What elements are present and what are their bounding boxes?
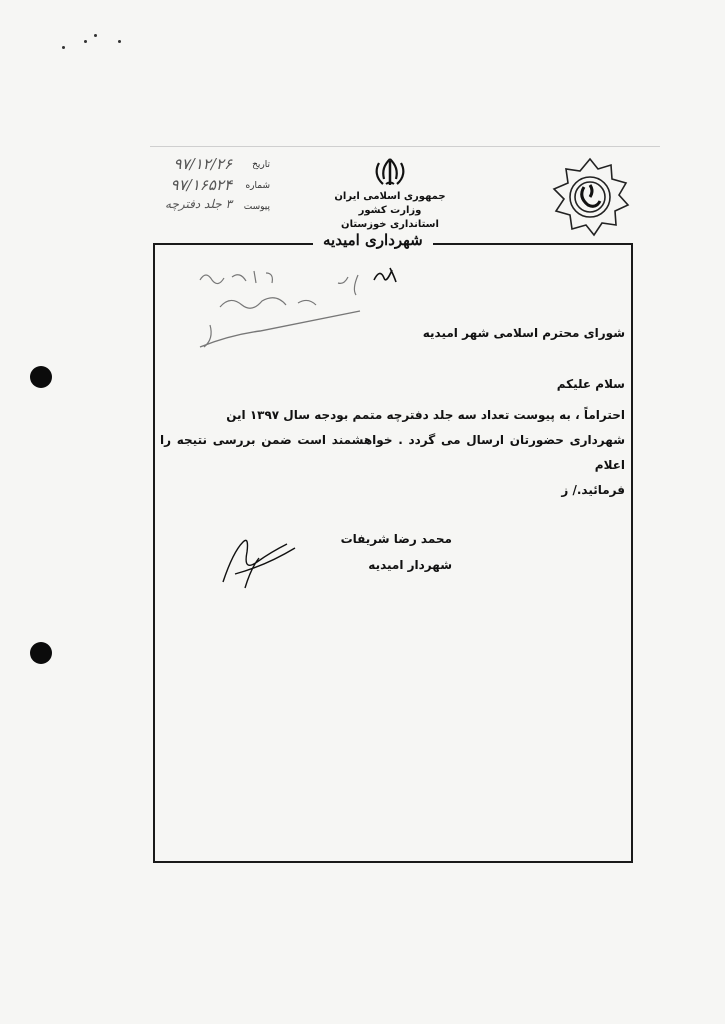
recipient-line: شورای محترم اسلامی شهر امیدیه	[422, 326, 625, 340]
number-label: شماره	[245, 181, 270, 191]
signature	[215, 530, 305, 590]
body-line: احتراماً ، به پیوست تعداد سه جلد دفترچه متمم بودجه سال ۱۳۹۷ این	[226, 408, 625, 422]
date-label: تاریخ	[252, 160, 270, 170]
number-value: ۹۷/۱۶۵۲۴	[170, 176, 232, 194]
scan-speck	[62, 46, 65, 49]
ministry-line: جمهوری اسلامی ایران	[334, 191, 446, 202]
signer-name: محمد رضا شریفات	[340, 532, 452, 546]
number-row	[140, 176, 270, 197]
handwritten-note	[180, 255, 380, 355]
date-value: ۹۷/۱۲/۲۶	[173, 155, 232, 173]
body-line: شهرداری حضورتان ارسال می گردد . خواهشمند است ضمن بررسی نتیجه را اعلام	[160, 433, 625, 472]
scan-speck	[118, 40, 121, 43]
letter-metadata	[140, 155, 270, 218]
greeting-line: سلام علیکم	[556, 377, 625, 391]
organization-title: شهرداری امیدیه	[313, 231, 433, 249]
scan-speck	[84, 40, 87, 43]
ministry-block	[300, 190, 480, 232]
signer-title: شهردار امیدیه	[368, 558, 452, 572]
ministry-line: وزارت کشور	[358, 205, 422, 216]
punch-hole	[30, 642, 52, 664]
scan-speck	[94, 34, 97, 37]
header-top-rule	[150, 146, 660, 147]
attachment-value: ۳ جلد دفترچه	[165, 197, 232, 211]
attachment-row	[140, 197, 270, 218]
punch-hole	[30, 366, 52, 388]
date-row	[140, 155, 270, 176]
attachment-label: پیوست	[243, 202, 270, 212]
body-line: فرمائید./ ز	[561, 483, 625, 497]
ministry-line: استانداری خوزستان	[341, 219, 439, 230]
handwritten-initial	[370, 262, 400, 288]
iran-emblem-icon	[373, 157, 407, 187]
letter-body	[160, 403, 625, 503]
municipality-logo-icon	[548, 155, 632, 239]
